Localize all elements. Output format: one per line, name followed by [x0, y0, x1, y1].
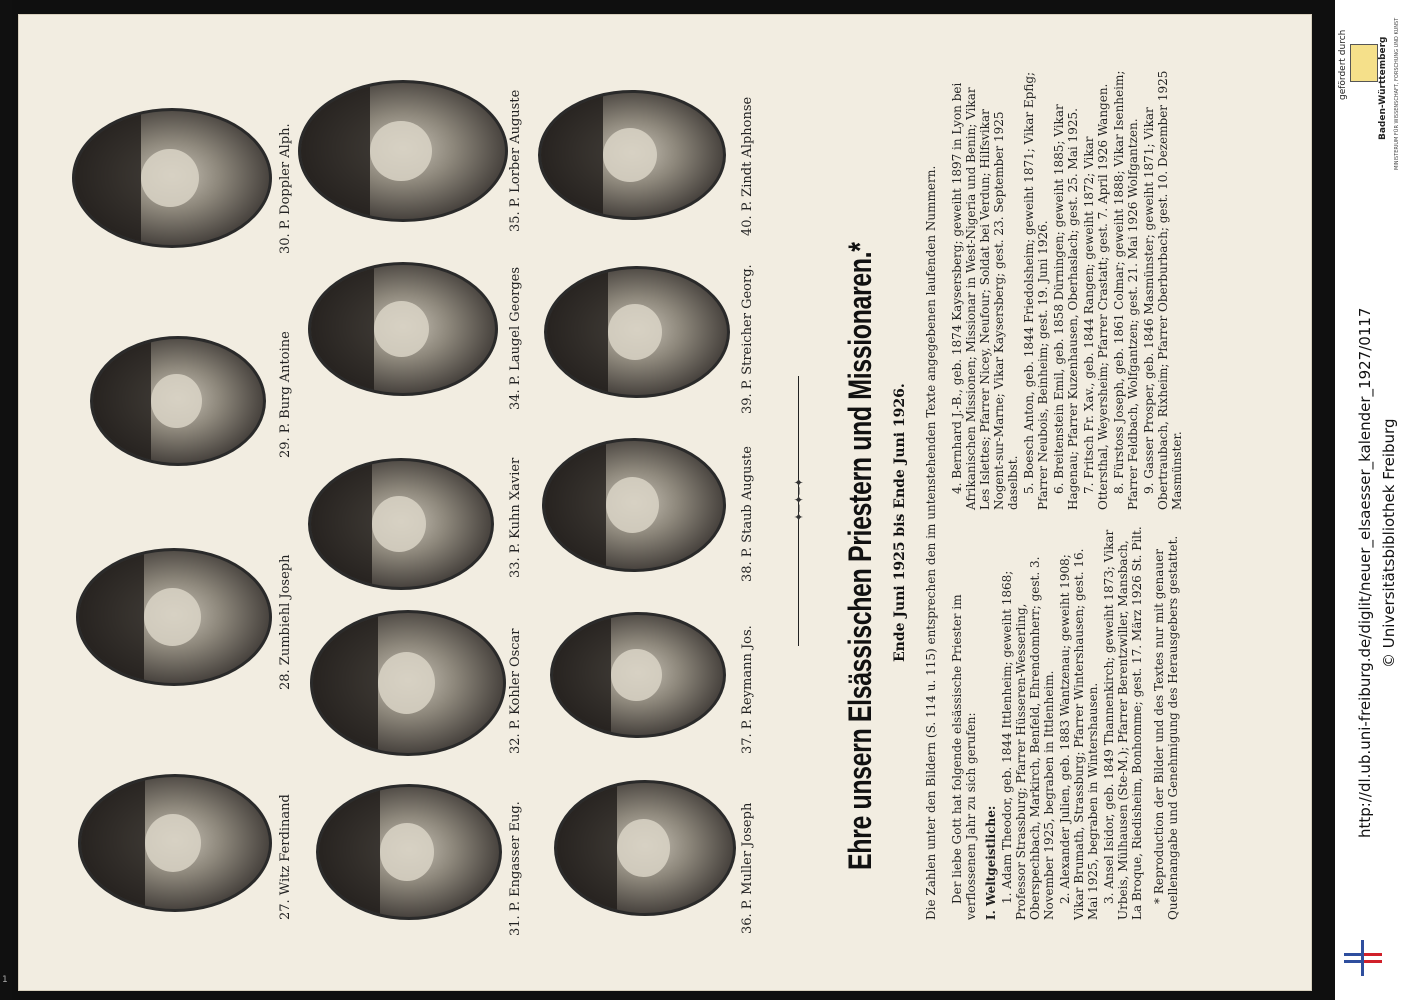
entry-1: 1. Adam Theodor, geb. 1844 Ittlenheim; geweiht 1868; Professor Strassburg; Pfarrer Hüsseren-Wesserling, Oberspechbach, Markirch, Benfeld, Ehrendomherr; gest. 3. November 1925, begraben in Ittlenheim.: [1000, 556, 1056, 920]
caption-27: 27. Witz Ferdinand: [278, 794, 293, 920]
portrait-31: [316, 784, 502, 920]
logo-bar-blue-2: [1344, 960, 1362, 963]
portrait-30: [72, 108, 272, 248]
source-url-link[interactable]: http://dl.ub.uni-freiburg.de/diglit/neuer_elsaesser_kalender_1927/0117: [1356, 307, 1374, 838]
portrait-38: [542, 438, 726, 572]
entry-2: 2. Alexander Julien, geb. 1883 Wantzenau; geweiht 1908; Vikar Brumath, Strassburg; Pfarrer Wintershausen; gest. 16. Mai 1925, begraben in Wintershausen.: [1058, 548, 1100, 920]
divider-ornament: ✦─✦─✦: [792, 477, 806, 522]
entry-9: 9. Gasser Prosper, geb. 1846 Masmünster; geweiht 1871; Vikar Obertraubach, Rixheim; Pfarrer Oberburbach; gest. 10. Dezember 1925 Masmünster.: [1142, 70, 1184, 510]
funding-label: gefördert durch: [1338, 29, 1348, 100]
caption-35: 35. P. Lorber Auguste: [508, 89, 523, 232]
caption-32: 32. P. Kohler Oscar: [508, 628, 523, 754]
logo-bar-blue-1: [1344, 953, 1362, 956]
entry-3: 3. Ansel Isidor, geb. 1849 Thannenkirch; geweiht 1873; Vikar Urbeis, Mülhausen (Ste-M.); Pfarrer Berentzwiller, Mansbach, La Broque, Riedisheim, Bonhomme; gest. 17. März 1926 St. Pilt.: [1102, 526, 1144, 920]
portrait-32: [310, 610, 506, 756]
portrait-35: [298, 80, 508, 222]
corner-mark: 1: [2, 975, 8, 985]
portrait-34: [308, 262, 498, 396]
caption-36: 36. P. Muller Joseph: [740, 802, 755, 934]
intro-text: Die Zahlen unter den Bildern (S. 114 u. 115) entsprechen den im untenstehenden Texte angegebenen laufenden Nummern.: [924, 165, 938, 920]
entry-4: 4. Bernhard J.-B., geb. 1874 Kaysersberg; geweiht 1897 in Lyon bei Afrikanischen Missionen; Missionar in West-Nigeria und Benin; Vikar Les Islettes; Pfarrer Nicey, Neufour; Soldat bei Verdun; Hilfsvikar Nogent-sur-Marne; Vikar Kaysersberg; gest. 23. September 1925 daselbst.: [950, 82, 1020, 510]
portrait-37: [550, 612, 726, 738]
portrait-33: [308, 458, 494, 590]
caption-29: 29. P. Burg Antoine: [278, 331, 293, 458]
funder-ministry: MINISTERIUM FÜR WISSENSCHAFT, FORSCHUNG UND KUNST: [1394, 17, 1400, 170]
caption-38: 38. P. Staub Auguste: [740, 446, 755, 582]
portrait-28: [76, 548, 272, 686]
entry-7: 7. Fritsch Fr. Xav., geb. 1844 Rangen; geweiht 1872; Vikar Ottersthal, Weyersheim; Pfarrer Crastatt; gest. 7. April 1926 Wangen.: [1082, 83, 1110, 510]
viewer-left-border: [0, 0, 12, 1000]
portrait-27: [78, 774, 272, 912]
text-column-2: [950, 70, 1280, 510]
logo-bar-red-2: [1364, 960, 1382, 963]
caption-39: 39. P. Streicher Georg.: [740, 264, 755, 414]
caption-34: 34. P. Laugel Georges: [508, 266, 523, 410]
funder-name: Baden-Württemberg: [1378, 36, 1388, 140]
copyright-notice: © Universitätsbibliothek Freiburg: [1380, 418, 1398, 668]
entry-5: 5. Boesch Anton, geb. 1844 Friedolsheim; geweiht 1871; Vikar Epfig; Pfarrer Neubois, Beinheim; gest. 19. Juni 1926.: [1022, 71, 1050, 510]
portrait-36: [554, 780, 736, 916]
intro-paragraph: Der liebe Gott hat folgende elsässische Priester im verflossenen Jahr zu sich gerufen:: [950, 594, 978, 920]
caption-37: 37. P. Reymann Jos.: [740, 625, 755, 754]
article-title: Ehre unsern Elsässischen Priestern und Missionaren.*: [842, 242, 878, 870]
caption-40: 40. P. Zindt Alphonse: [740, 96, 755, 236]
logo-bar-vertical: [1361, 940, 1364, 976]
portrait-39: [544, 266, 730, 398]
text-column-1: [950, 525, 1270, 920]
caption-30: 30. P. Doppler Alph.: [278, 123, 293, 254]
caption-31: 31. P. Engasser Eug.: [508, 801, 523, 936]
university-library-logo: [1340, 938, 1390, 978]
entry-6: 6. Breitenstein Emil, geb. 1858 Dürningen; geweiht 1885; Vikar Hagenau; Pfarrer Kuzenhausen, Oberhaslach; gest. 25. Mai 1925.: [1052, 104, 1080, 510]
caption-28: 28. Zumbiehl Joseph: [278, 554, 293, 690]
logo-bar-red-1: [1364, 953, 1382, 956]
section-heading: I. Weltgeistliche:: [984, 805, 998, 920]
article-subtitle: Ende Juni 1925 bis Ende Juni 1926.: [892, 383, 908, 662]
caption-33: 33. P. Kuhn Xavier: [508, 457, 523, 578]
entry-8: 8. Fürstoss Joseph, geb. 1861 Colmar; geweiht 1888; Vikar Isenheim; Pfarrer Feldbach, Wolfgantzen; gest. 21. Mai 1926 Wolfgantzen.: [1112, 70, 1140, 510]
footnote: * Reproduction der Bilder und des Textes nur mit genauer Quellenangabe und Genehmigung des Herausgebers gestattet.: [1152, 535, 1180, 920]
portrait-40: [538, 90, 726, 220]
portrait-29: [90, 336, 266, 466]
baden-wuerttemberg-logo: [1350, 44, 1378, 82]
